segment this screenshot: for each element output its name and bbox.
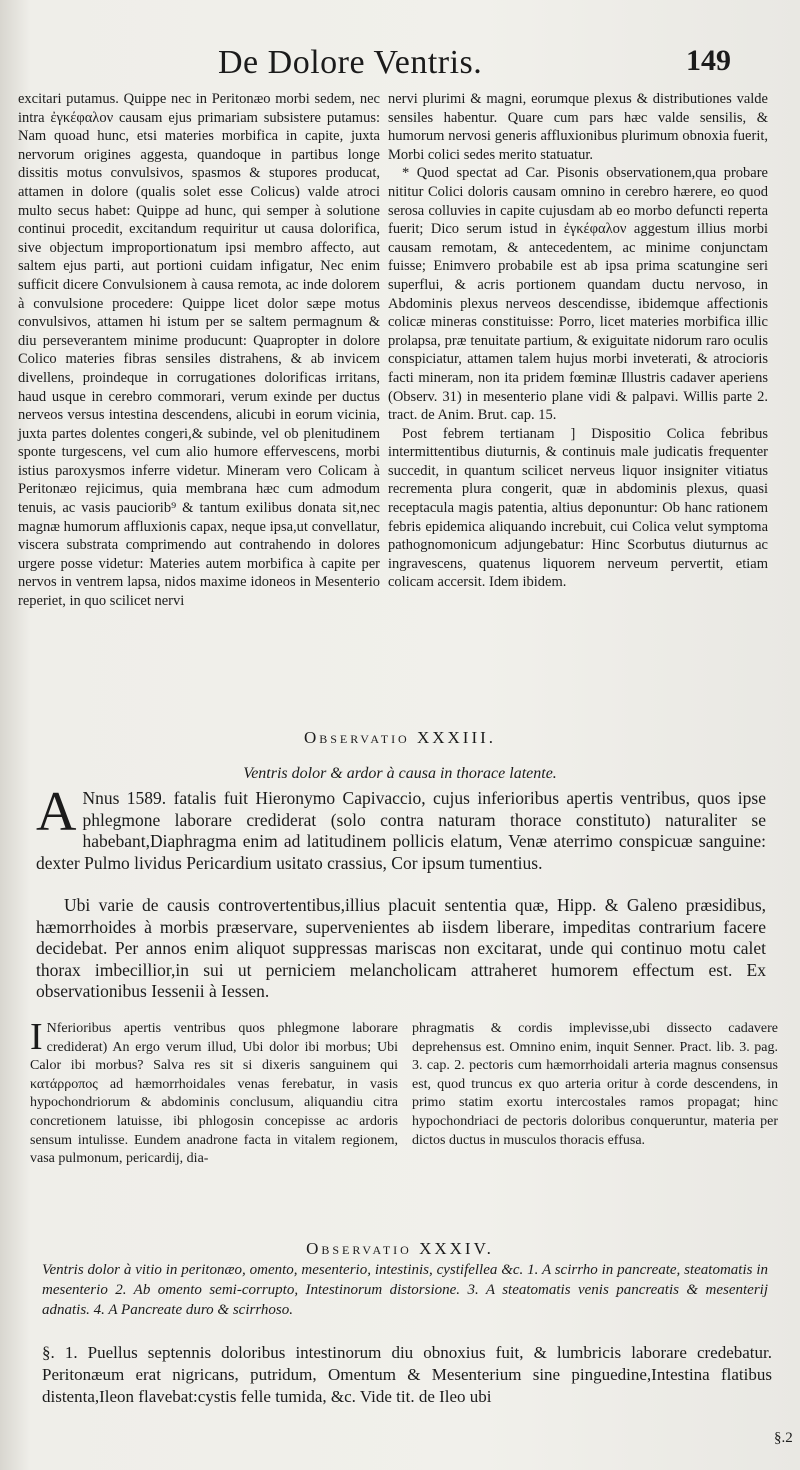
- right-column-upper: [388, 90, 768, 720]
- notes-left-text: Nferioribus apertis ventribus quos phlegmone laborare crediderat) An ergo verum illud, Ubi dolor ibi morbus; Ubi Calor ibi morbus? Salva res sit si dixeris sanguinem qui κατάρροπος ad hæmorrhoidales venas ferebatur, in vasis hypochondriorum & abdominis conclusum, aliquandiu citra concretionem latuisse, ibi phlogosin concepisse ac ardoris sensum intulisse. Eundem anadrone facta in vitalem regionem, vasa pulmonum, pericardij, dia-: [30, 1021, 398, 1167]
- left-column-upper: [18, 90, 380, 720]
- page-number: 149: [686, 44, 731, 77]
- notes-drop-cap: I: [30, 1016, 43, 1058]
- notes-left-column: [30, 1016, 398, 1220]
- notes-right-text: phragmatis & cordis implevisse,ubi dissecto cadavere deprehensus est. Omnino enim, inquit Senner. Pract. lib. 3. pag. 3. cap. 2. pectoris cum hæmorrhoidali arteria magnus consensus est, quod truncus ex quo arteria oritur à corde descendens, in primo statim exortu intercostales ramos propagat; hinc hypochondriaci de pectoris doloribus conqueruntur, materia per dictos ductus in musculos thoracis effusa.: [412, 1021, 778, 1148]
- right-column-paragraph-1: nervi plurimi & magni, eorumque plexus & distributiones valde sensiles habentur. Quare cum pars hæc valde sensilis, & humorum nervosi generis affluxionibus plurimum obnoxia fuerit, Morbi colici sedes merito statuatur.: [388, 91, 768, 163]
- right-column-paragraph-3: Post febrem tertianam ] Dispositio Colica febribus intermittentibus diuturnis, & continuis male judicatis frequenter succedit, in quantum scilicet nerveus liquor insigniter vitiatus recrementa plura congerit, quæ in abdominis plexus, quasi receptacula magis patentia, altius deponuntur: Ob hanc rationem febris epidemica aliquando increbuit, cui Colica velut symptoma pathognomonicum adjungebatur: Hinc Scorbutus diuturnus ac ingravescens, quatenus liquorem nerveum pervertit, etiam colicam accersit. Idem ibidem.: [388, 425, 768, 591]
- observation-33-subtitle: Ventris dolor & ardor à causa in thorace latente.: [243, 765, 557, 782]
- observation-33-paragraph-2: [36, 895, 766, 1003]
- observation-33-text-2: Ubi varie de causis controvertentibus,illius placuit sententia quæ, Hipp. & Galeno præsidibus, hæmorrhoides à morbis præservare, supervenientes ab iisdem liberare, impeditas contrarium facere decidebat. Per annos enim aliquot suppressas mariscas non excitarat, unde qui continuo motu calet thorax imbecillior,in sui ut perniciem melancholicam attraheret humorem effectum est. Ex observationibus Iessenii à Iessen.: [36, 895, 766, 1001]
- running-title: De Dolore Ventris.: [218, 44, 483, 81]
- left-column-paragraph: excitari putamus. Quippe nec in Peritonæo morbi sedem, nec intra ἐγκέφαλον causam ejus primariam subsistere putamus: Nam quoad hunc, etsi materies morbifica in capite, juxta nervorum origines aggesta, quandoque in partibus longe dissitis motus convulsivos, spasmos & stupores producat, attamen in dolore (qualis solet esse Colicus) valde atroci multo secus habet: Quippe ad hunc, qui semper à solutione continui procedit, excitandum requiritur ut causa dolorifica, sive objectum improportionatum ipsi membro affecto, aut saltem ejus parti, aut portioni cuidam infigatur, Nec enim sufficit dicere Convulsionem à causa remota, ac inde dolorem à convulsione procedere: Quippe licet dolor sæpe motus convulsivos, attamen hi istum per se saltem permagnum & diu perseverantem minime producunt: Quapropter in dolore Colico materies fibras sensiles distrahens, & ab invicem divellens, proindeque in corrugationes dolorificas irritans, haud usque in cerebro commorari, verum exinde per ductus nerveos versus intestina descendens, alicubi in eorum vicinia, juxta partes dolentes congeri,& subinde, vel ob plenitudinem sponte turgescens, vel cum alio humore effervescens, morbi istius paroxysmos inferre videtur. Mineram vero Colicam à Peritonæo rejicimus, quia membrana hæc cum admodum tenuis, ac vasis pauciorib⁹ & tantum exilibus donata sit,nec magnæ humorum affluxionis capax, neque ipsa,ut convellatur, viscera substrata comprimendo aut contrahendo in dolores urgere posse videtur: Materies autem morbifica à capite per nervos in ventrem lapsa, nidos maxime idoneos in Mesenterio reperiet, in quo scilicet nervi: [18, 91, 380, 610]
- right-column-paragraph-2: * Quod spectat ad Car. Pisonis observationem,qua probare nititur Colici doloris causam omnino in cerebro hærere, eo quod serosa colluvies in capite cujusdam ab eo morbo defuncti reperta fuerit; Dico serum istud in ἐγκέφαλον aggestum illius morbi causam remotam, & antecedentem, ac minime conjunctam fuisse; Enimvero probabile est ab ipsa prima scatungine seri superflui, & acris portionem quandam ductu nervoso, in Abdominis plexus nerveos descendisse, ibidemque affectionis colicæ mineras constituisse: Porro, licet materies morbifica illic prolapsa, præ tenuitate partium, & exiguitate nidorum raro oculis conspiciatur, attamen talem hujus morbi inveterati, & atrocioris facti mineram, non ita pridem fœminæ Illustris cadaver aperiens (Observ. 31) in mesenterio plane vidi & palpavi. Willis parte 2. tract. de Anim. Brut. cap. 15.: [388, 165, 768, 424]
- section-mark: §.2: [774, 1430, 793, 1446]
- observation-33-paragraph-1: [36, 781, 766, 874]
- page-header: [0, 44, 800, 94]
- observation-33-text-1: Nnus 1589. fatalis fuit Hieronymo Capivaccio, cujus inferioribus apertis ventribus, quos ipse phlegmone laborare crediderat (solo contra naturam thorace constituto) naturaliter se habebant,Diaphragma enim ad latitudinem pollicis elatum, Venæ aterrimo conspicuæ sanguine: dexter Pulmo lividus Pericardium usitato crassius, Cor ipsum tumentius.: [36, 788, 766, 873]
- observation-33-heading: Observatio XXXIII.: [303, 728, 497, 747]
- observation-34-summary: Ventris dolor à vitio in peritonæo, omento, mesenterio, intestinis, cystifellea &c. 1. A scirrho in pancreate, steatomatis in mesenterio 2. Ab omento semi-corrupto, Intestinorum distorsione. 3. A steatomatis venis pancreatis & mesenterij adnatis. 4. A Pancreate duro & scirrhoso.: [42, 1262, 768, 1318]
- drop-cap: A: [36, 781, 77, 843]
- observation-34-heading: Observatio XXXIV.: [306, 1239, 494, 1258]
- observation-34-paragraph-1: §. 1. Puellus septennis doloribus intestinorum diu obnoxius fuit, & lumbricis laborare credebatur. Peritonæum erat nigricans, putridum, Omentum & Mesenterium sine pinguedine,Intestina flatibus distenta,Ileon flavebat:cystis felle tumida, &c. Vide tit. de Ileo ubi: [42, 1343, 772, 1406]
- notes-right-column: [412, 1020, 778, 1220]
